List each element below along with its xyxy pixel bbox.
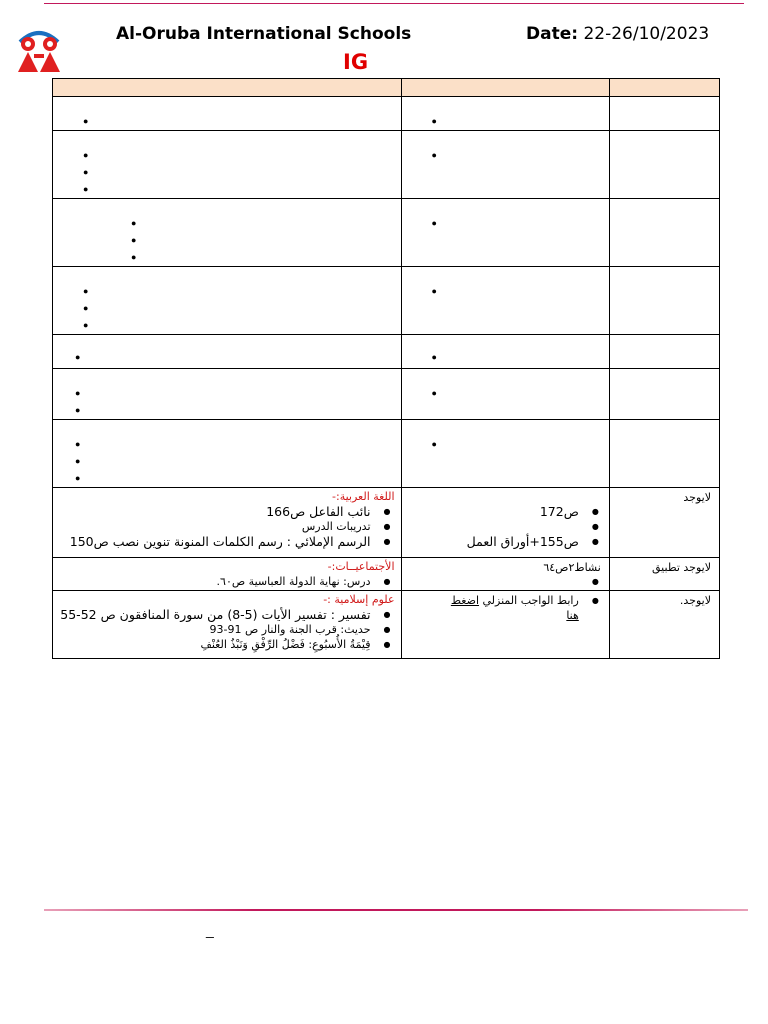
date-value: 22-26/10/2023 (578, 24, 710, 44)
islamic-homework (402, 593, 609, 623)
bullet (83, 317, 401, 334)
bullet (432, 349, 609, 366)
weekly-plan-table (52, 78, 720, 659)
school-name: Al-Oruba International Schools (116, 24, 412, 44)
date-label: Date: (526, 24, 579, 44)
table-row (53, 420, 720, 488)
homework-text: رابط الواجب المنزلي (482, 594, 579, 607)
table-row (53, 267, 720, 335)
social-subject: الأجتماعيــات:- (327, 560, 395, 573)
date-line (526, 24, 709, 44)
bullet (131, 232, 401, 249)
arabic-homework-1: ● ص172 (402, 504, 609, 519)
table-row (53, 97, 720, 131)
bullet (83, 147, 401, 164)
islamic-lesson-2: ● حديث: قرب الجنة والنار ص 91-93 (53, 622, 401, 637)
table-row (53, 131, 720, 199)
bullet (131, 215, 401, 232)
grade-label: IG (343, 50, 369, 74)
arabic-lesson-2: ● تدريبات الدرس (53, 519, 401, 534)
bullet (75, 349, 401, 366)
bullet (75, 436, 401, 453)
islamic-lesson-1: ● تفسير : تفسير الأيات (5-8) من سورة المنافقون ص 52-55 (53, 607, 401, 622)
table-row (53, 369, 720, 420)
arabic-row (53, 488, 720, 558)
arabic-homework-3: ● ص155+أوراق العمل (402, 534, 609, 549)
bullet (432, 113, 609, 130)
islamic-row (53, 591, 720, 659)
header-rule (44, 3, 744, 4)
school-logo (14, 22, 64, 74)
bullet (75, 453, 401, 470)
bullet (83, 283, 401, 300)
footer-dash: _ (206, 922, 214, 938)
social-homework-1: نشاط٢ص٦٤ (543, 561, 601, 574)
bullet (432, 283, 609, 300)
bullet (83, 164, 401, 181)
bullet (83, 300, 401, 317)
bullet (75, 470, 401, 487)
arabic-note: لايوجد (683, 491, 711, 504)
social-row (53, 558, 720, 591)
bullet (83, 113, 401, 130)
bullet (432, 385, 609, 402)
islamic-lesson-3: ● قِيْمَةُ الأُسبُوعِ: فَضْلُ الرِّفْقِ وَنَبْذُ العُنْفِ (53, 637, 401, 652)
social-homework-2 (402, 574, 609, 589)
bullet (83, 181, 401, 198)
table-row (53, 199, 720, 267)
islamic-note: لايوجد. (679, 594, 711, 607)
table-header-row (53, 79, 720, 97)
table-row (53, 335, 720, 369)
arabic-lesson-1: ● نائب الفاعل ص166 (53, 504, 401, 519)
bullet (432, 215, 609, 232)
social-lesson-1: ● درس: نهاية الدولة العباسية ص٦٠. (53, 574, 401, 589)
social-note: لايوجد تطبيق (652, 561, 711, 574)
arabic-lesson-3: ● الرسم الإملائي : رسم الكلمات المنونة تنوين نصب ص150 (53, 534, 401, 549)
arabic-subject: اللغة العربية:- (332, 490, 395, 503)
footer-rule (44, 909, 748, 911)
bullet (432, 436, 609, 453)
bullet (432, 147, 609, 164)
bullet (131, 249, 401, 266)
arabic-homework-2 (402, 519, 609, 534)
bullet (75, 385, 401, 402)
homework-link[interactable]: اضغط هنا (450, 594, 579, 622)
bullet (75, 402, 401, 419)
islamic-subject: علوم إسلامية :- (323, 593, 395, 606)
